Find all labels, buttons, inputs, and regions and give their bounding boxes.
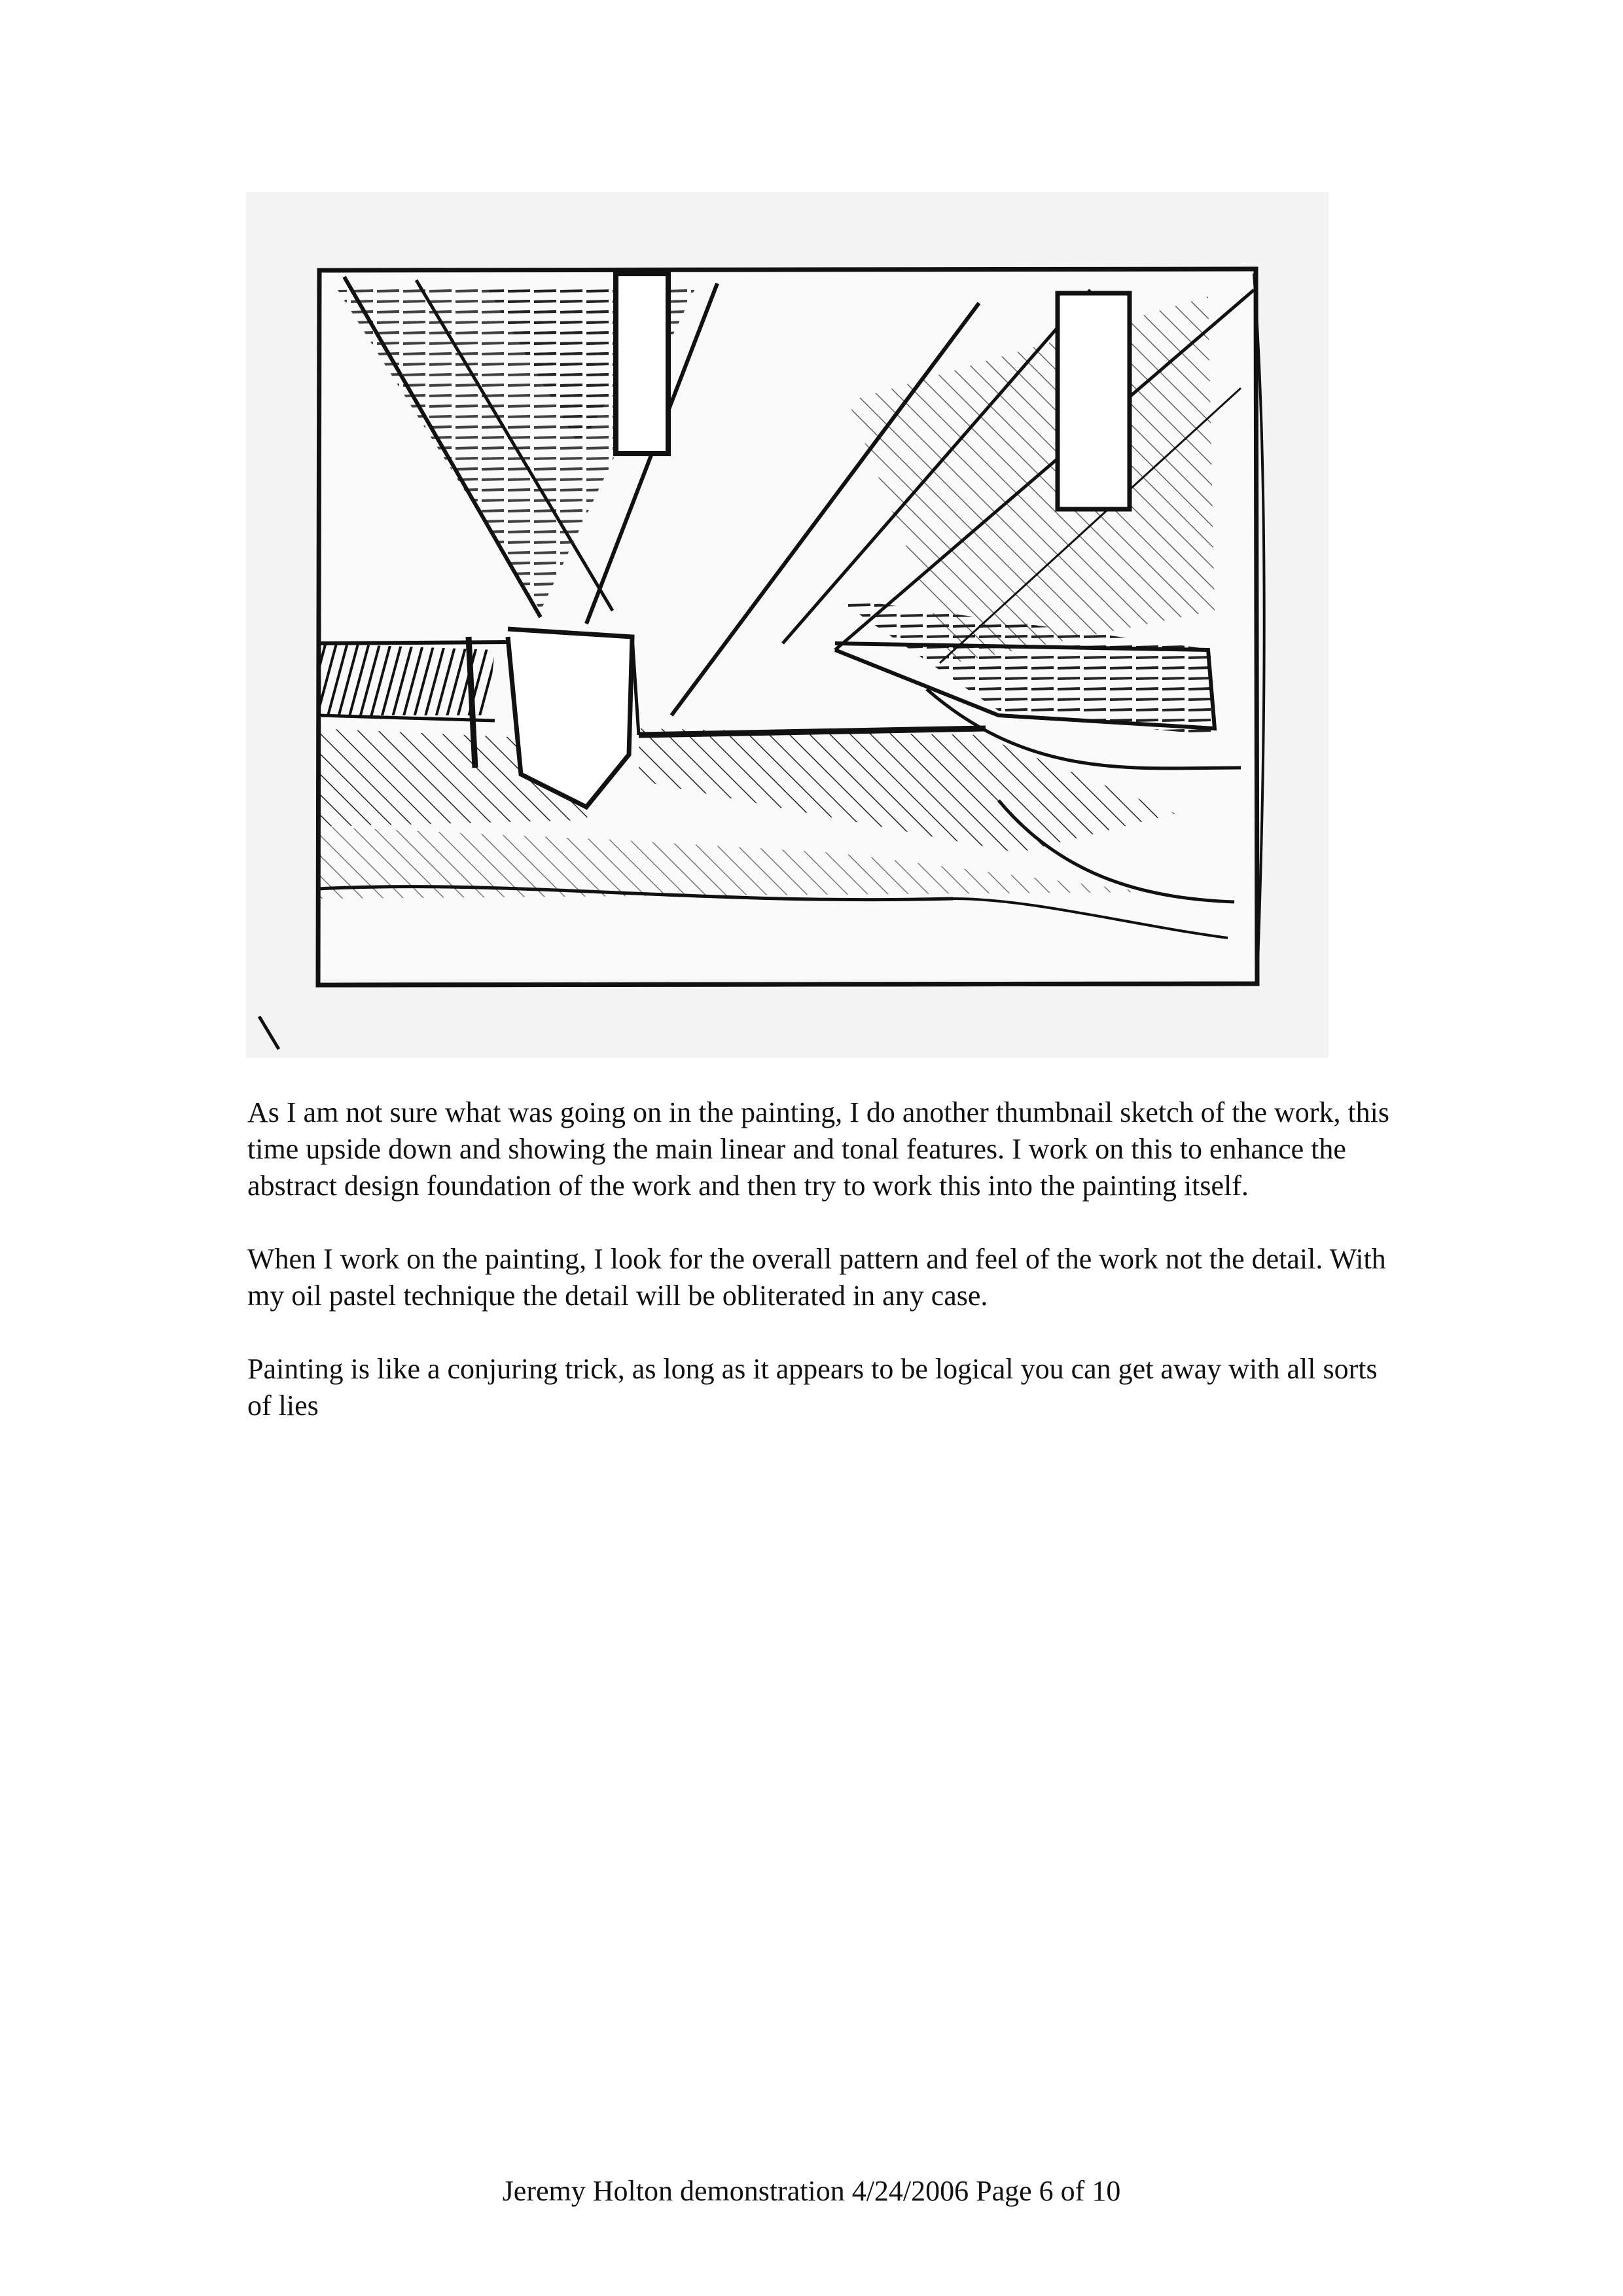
sketch-image: [246, 192, 1329, 1058]
paragraph-1: As I am not sure what was going on in the painting, I do another thumbnail sketch of the work, this time upside down and showing the main linear and tonal features. I work on this to enhance the abstract design foundation of the work and then try to work this into the painting itself.: [247, 1096, 1390, 1202]
body-text: [247, 1094, 1399, 1461]
paragraph-2: When I work on the painting, I look for the overall pattern and feel of the work not the detail. With my oil pastel technique the detail will be obliterated in any case.: [247, 1243, 1386, 1312]
page-footer: Jeremy Holton demonstration 4/24/2006 Page 6 of 10: [502, 2175, 1121, 2207]
sketch-drawing: [246, 192, 1329, 1058]
paragraph-3: Painting is like a conjuring trick, as long as it appears to be logical you can get away with all sorts of lies: [247, 1353, 1378, 1422]
